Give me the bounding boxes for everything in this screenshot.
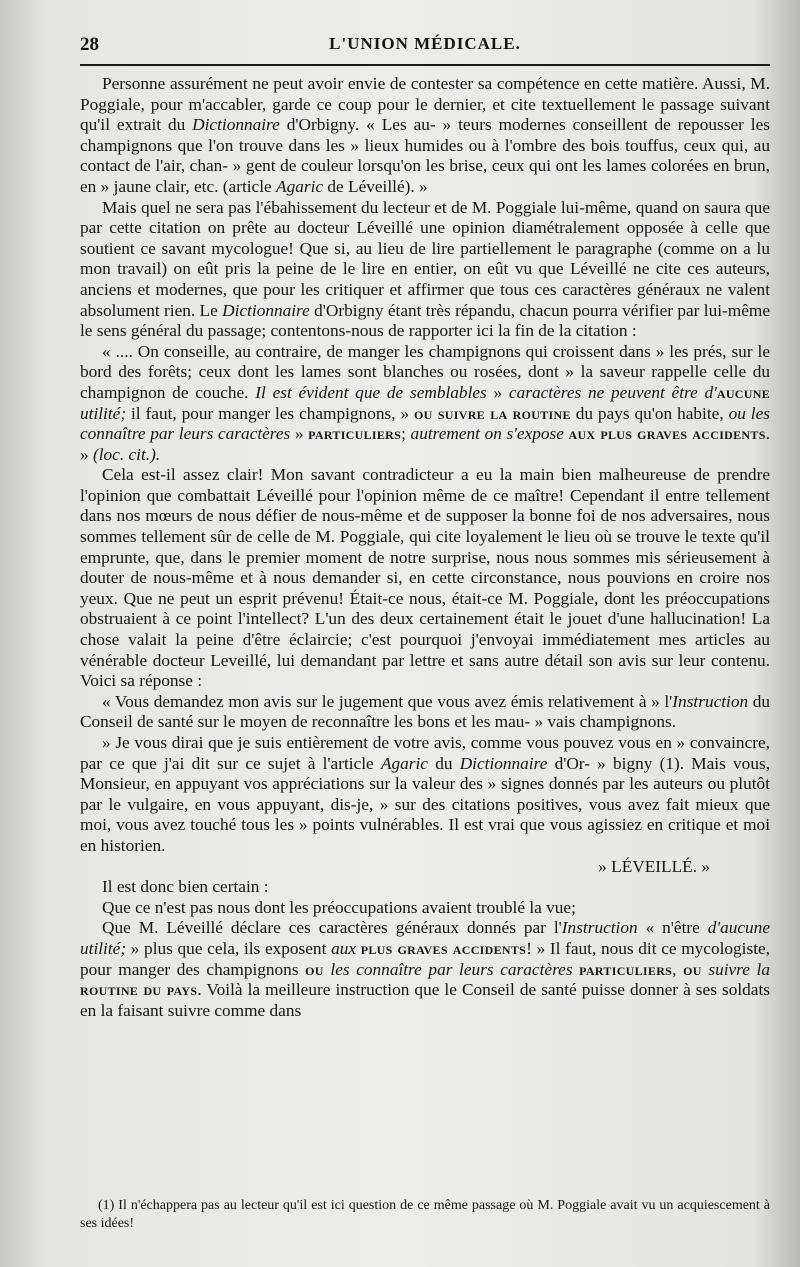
paragraph xyxy=(80,733,770,857)
paragraph xyxy=(80,198,770,342)
text-run: d'Or- » bigny (1). Mais vous, Monsieur, en appuyant vos appréciations sur la valeur des » signes donnés par les auteurs ou plutôt par le vulgaire, en vous appuyant, dis-je, » sur des citations positives, vous avez fait mieux que moi, vous avez touché tous les » points vulnérables. Il est vrai que vous agissiez en critique et moi en historien. xyxy=(80,753,771,855)
text-run: de Léveillé). » xyxy=(323,176,428,196)
small-caps-run: routine du pays xyxy=(80,980,198,1000)
small-caps-run: particuliers xyxy=(579,959,673,979)
italic-run: Instruction xyxy=(561,918,638,938)
italic-run: Agaric xyxy=(380,753,428,773)
small-caps-run: aux plus graves accidents xyxy=(568,424,766,444)
small-caps-run: ou xyxy=(305,959,324,979)
text-run: Que M. Léveillé déclare ces caractères généraux donnés par l' xyxy=(102,918,562,938)
text-run: . » xyxy=(80,424,770,464)
paragraph xyxy=(80,692,770,733)
text-run: « n'être xyxy=(637,918,708,938)
small-caps-run: ou suivre la routine xyxy=(414,403,571,423)
small-caps-run: aucune xyxy=(716,382,770,402)
text-run: , xyxy=(672,959,684,979)
paragraphs-after-signature xyxy=(80,877,770,1021)
text-run: Cela est-il assez clair! Mon savant contradicteur a eu la main bien malheureuse de prendre l'opinion que combattait Léveillé pour l'opinion même de ce maître! Cependant il entre tellement dans nos mœurs de nous défier de nous-même et de supposer la bonne foi de nos adversaires, nous sommes tellement sûr de celle de M. Poggiale, qui cite loyalement le lieu où se trouve le texte qu'il emprunte, que, dans le premier moment de notre surprise, nous nous sommes mis sérieusement à douter de nous-même et à nous demander si, en cette circonstance, nous pouvions en croire nos yeux. Que ne peut un esprit prévenu! Était-ce nous, était-ce M. Poggiale, dont les préoccupations obstruaient à ce point l'intellect? L'un des deux certainement était le jouet d'une hallucination! La chose valait la peine d'être éclaircie; c'est pourquoi j'envoyai immédiatement mes articles au vénérable docteur Leveillé, lui demandant par lettre et sans autre détail son avis sur leur contenu. Voici sa réponse : xyxy=(80,465,770,691)
italic-run: Instruction xyxy=(672,691,749,711)
italic-run: caractères ne peuvent être d' xyxy=(508,382,717,402)
italic-run: (loc. cit.). xyxy=(92,444,161,464)
small-caps-run: ou xyxy=(683,959,702,979)
text-run: . Voilà la meilleure instruction que le Conseil de santé puisse donner à ses soldats en la faisant suivre comme dans xyxy=(80,980,770,1020)
italic-run: Dictionnaire xyxy=(192,115,280,135)
signature: » LÉVEILLÉ. » xyxy=(598,856,710,876)
paragraph xyxy=(80,465,770,692)
paragraph xyxy=(80,898,770,919)
small-caps-run: plus graves accidents xyxy=(360,938,527,958)
text-run: ; xyxy=(401,424,411,444)
text-run: Mais quel ne sera pas l'ébahissement du lecteur et de M. Poggiale lui-même, quand on saura que par cette citation on prête au docteur Léveillé une opinion diamétralement opposée à celle que soutient ce savant mycologue! Que si, au lieu de lire partiellement le paragraphe (comme on a lu mon travail) on eût pris la peine de le lire en entier, on eût vu que Léveillé ne cite ces auteurs, anciens et modernes, que pour les critiquer et affirmer que tous ces caractères généraux ne valent absolument rien. Le xyxy=(80,197,770,320)
text-run: » Je vous dirai que je suis entièrement de votre avis, comme vous pouvez vous en » convaincre, par ce que j'ai dit sur ce sujet à l'article xyxy=(80,733,770,773)
italic-run: Il est évident que de semblables xyxy=(255,382,487,402)
small-caps-run: particuliers xyxy=(308,424,402,444)
page-number: 28 xyxy=(80,34,99,55)
italic-run: utilité; xyxy=(80,403,127,423)
paragraph xyxy=(80,74,770,198)
paragraph xyxy=(80,877,770,898)
journal-title: L'UNION MÉDICALE. xyxy=(329,34,521,53)
text-run: « .... On conseille, au contraire, de manger les champignons qui croissent dans » les prés, sur le bord des forêts; ceux dont les lames sont blanches ou rosées, dont » la saveur rappelle celle du champignon de couche. xyxy=(80,341,770,402)
italic-run: suivre la xyxy=(708,959,770,979)
paragraph xyxy=(80,918,770,1021)
italic-run: d'aucune utilité; xyxy=(80,918,770,958)
text-run: » xyxy=(290,424,309,444)
text-run: » xyxy=(486,382,509,402)
text-run: Il est donc bien certain : xyxy=(102,877,269,897)
footnote: (1) Il n'échappera pas au lecteur qu'il est ici question de ce même passage où M. Poggiale avait vu un acquiescement à ses idées! xyxy=(80,1198,770,1231)
italic-run: ou les connaître par leurs caractères xyxy=(80,403,770,444)
paragraphs-before-signature xyxy=(80,74,770,857)
text-run: d'Orbigny. « Les au- » teurs modernes conseillent de repousser les champignons que l'on trouve dans les » lieux humides ou à l'ombre des bois touffus, ceux qui, au contact de l'air, chan- » gent de couleur lorsqu'on les brise, ceux qui ont les lames colorées en brun, en » jaune clair, etc. (article xyxy=(80,115,770,196)
header-rule xyxy=(80,64,770,66)
text-run: ! » Il faut, nous dit ce mycologiste, pour manger des champignons xyxy=(80,938,771,979)
paragraph xyxy=(80,342,770,466)
article-body xyxy=(80,74,770,1021)
text-run: du xyxy=(427,753,460,773)
italic-run: autrement on s'expose xyxy=(410,424,564,444)
text-run: Que ce n'est pas nous dont les préoccupations avaient troublé la vue; xyxy=(102,897,576,917)
italic-run: aux xyxy=(331,938,357,958)
text-run: du Conseil de santé sur le moyen de reconnaître les bons et les mau- » vais champignons. xyxy=(80,691,771,732)
italic-run: Dictionnaire xyxy=(222,300,310,320)
italic-run: Dictionnaire xyxy=(459,753,548,773)
text-run: du pays qu'on habite, xyxy=(570,403,729,423)
text-run: il faut, pour manger les champignons, » xyxy=(126,403,415,423)
text-run: « Vous demandez mon avis sur le jugement que vous avez émis relativement à » l' xyxy=(102,691,673,711)
text-run: d'Orbigny étant très répandu, chacun pourra vérifier par lui-même le sens général du passage; contentons-nous de rapporter ici la fin de la citation : xyxy=(80,300,770,341)
text-run: » plus que cela, ils exposent xyxy=(126,938,332,958)
running-header xyxy=(80,30,770,60)
italic-run: Agaric xyxy=(276,176,324,196)
text-run: Personne assurément ne peut avoir envie de contester sa compétence en cette matière. Aussi, M. Poggiale, pour m'accabler, garde ce coup pour le dernier, et cite textuellement le passage suivant qu'il extrait du xyxy=(80,74,770,135)
italic-run: les connaître par leurs caractères xyxy=(330,959,573,979)
